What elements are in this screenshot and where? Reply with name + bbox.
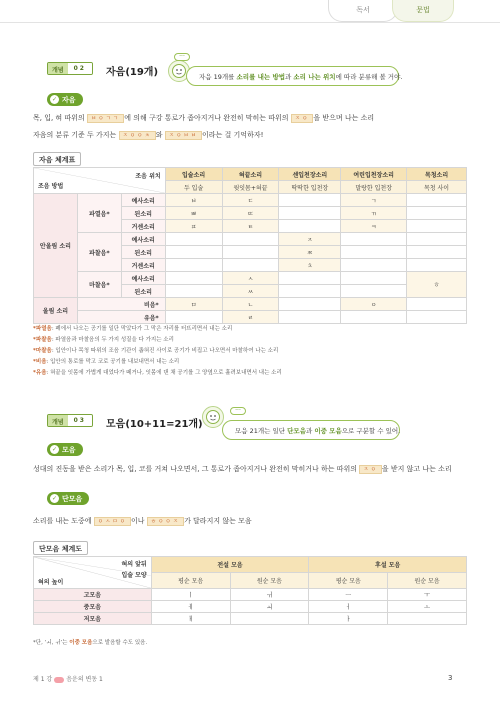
table-cell: ㅆ bbox=[222, 285, 279, 298]
group-label: 울림 소리 bbox=[34, 298, 78, 324]
footnote bbox=[33, 638, 147, 646]
table-cell bbox=[407, 194, 467, 207]
blank-box[interactable]: ㅇㅅㅁㅇ bbox=[94, 517, 131, 526]
col-header: 센입천장소리 bbox=[279, 168, 341, 181]
table-cell bbox=[388, 613, 467, 625]
table-cell: ㅔ bbox=[151, 601, 230, 613]
table-cell bbox=[222, 233, 279, 246]
table-cell: ㅉ bbox=[279, 246, 341, 259]
concept-number: 02 bbox=[68, 63, 92, 74]
kind-label: 예사소리 bbox=[121, 194, 165, 207]
check-icon: ✓ bbox=[51, 96, 58, 103]
table-cell bbox=[407, 311, 467, 324]
footnote-text: 으로 발음할 수도 있음. bbox=[92, 640, 148, 646]
blank-box[interactable]: ㅈㅇ bbox=[359, 465, 382, 474]
footnote-term: *파찰음 bbox=[33, 337, 52, 343]
footnote-term: 이중 모음 bbox=[69, 640, 93, 646]
table-cell: ㅡ bbox=[309, 589, 388, 601]
kind-label: 예사소리 bbox=[121, 233, 165, 246]
table-cell bbox=[341, 259, 407, 272]
footer-chapter: 제 1 강 bbox=[33, 676, 53, 683]
section-title-consonant: 자음(19개) bbox=[106, 67, 159, 78]
table-cell bbox=[165, 285, 222, 298]
table-cell: ㅁ bbox=[165, 298, 222, 311]
blank-box[interactable]: ㅈㅇㅇㅊ bbox=[119, 131, 156, 140]
table-cell bbox=[279, 311, 341, 324]
col-subheader: 목청 사이 bbox=[407, 181, 467, 194]
consonant-table bbox=[33, 167, 467, 324]
bubble-text: 과 bbox=[306, 427, 315, 435]
bubble-text: 자음 19개를 bbox=[199, 73, 237, 81]
table-cell bbox=[279, 285, 341, 298]
table-cell bbox=[341, 233, 407, 246]
footnote-text: : 혀끝을 잇몸에 가볍게 대었다가 떼거나, 잇몸에 댄 채 공기를 그 양옆으로 흘려보내면서 내는 소리 bbox=[46, 370, 282, 376]
table-cell: ㄸ bbox=[222, 207, 279, 220]
bubble-text: 모음 21개는 일단 bbox=[235, 427, 288, 435]
footnote bbox=[33, 357, 179, 365]
table-cell bbox=[165, 272, 222, 285]
manner-label: 파찰음* bbox=[77, 233, 121, 272]
header-front-back: 혀의 앞뒤 bbox=[121, 561, 147, 568]
text: 이라는 걸 기억하자! bbox=[202, 131, 264, 139]
pill-consonant bbox=[47, 93, 83, 106]
col-subheader: 말랑한 입천장 bbox=[341, 181, 407, 194]
text: 을 받지 않고 나는 소리 bbox=[381, 465, 452, 473]
table-cell: ㅎ bbox=[407, 272, 467, 298]
concept-tag bbox=[47, 414, 93, 427]
col-header: 후설 모음 bbox=[309, 557, 467, 573]
speech-dots-icon: ··· bbox=[230, 407, 246, 415]
page-number: 3 bbox=[448, 674, 453, 682]
footnote-text: : 폐에서 나오는 공기를 일단 막았다가 그 막은 자리를 터뜨리면서 내는 소리 bbox=[51, 326, 233, 332]
bubble-highlight: 이중 모음 bbox=[314, 427, 342, 435]
text: 자음의 분류 기준 두 가지는 bbox=[33, 131, 119, 139]
footnote-text: *단, ‘ㅚ, ㅟ’는 bbox=[33, 640, 70, 646]
table-cell bbox=[279, 272, 341, 285]
row-header: 저모음 bbox=[34, 613, 152, 625]
vowel-table bbox=[33, 556, 467, 625]
footnote-term: *파열음 bbox=[33, 326, 52, 332]
table-cell bbox=[279, 207, 341, 220]
text: 을 받으며 나는 소리 bbox=[313, 114, 375, 122]
blank-box[interactable]: ㅂㅇㄱㄱ bbox=[87, 114, 124, 123]
table-cell bbox=[341, 272, 407, 285]
blank-box[interactable]: ㅈㅇ bbox=[291, 114, 314, 123]
footnote-term: *비음 bbox=[33, 359, 47, 365]
table-cell: ㄷ bbox=[222, 194, 279, 207]
table-title-consonant: 자음 체계표 bbox=[33, 152, 81, 166]
col-subheader: 평순 모음 bbox=[309, 573, 388, 589]
definition-line bbox=[33, 130, 263, 140]
footnote bbox=[33, 346, 278, 354]
text: 와 bbox=[155, 131, 165, 139]
check-icon: ✓ bbox=[51, 495, 58, 502]
col-subheader: 원순 모음 bbox=[230, 573, 309, 589]
table-cell: ㄲ bbox=[341, 207, 407, 220]
footnote-text: : 파열음과 마찰음의 두 가지 성질을 다 가지는 소리 bbox=[51, 337, 174, 343]
table-cell: ㅍ bbox=[165, 220, 222, 233]
concept-label: 개념 bbox=[48, 63, 68, 74]
col-subheader: 윗잇몸+혀끝 bbox=[222, 181, 279, 194]
table-cell: ㅚ bbox=[230, 601, 309, 613]
text: 에 의해 구강 통로가 좁아지거나 완전히 막히는 따위의 bbox=[124, 114, 291, 122]
table-cell bbox=[407, 207, 467, 220]
tab-reading[interactable]: 독서 bbox=[328, 0, 398, 22]
kind-label: 된소리 bbox=[121, 207, 165, 220]
group-label: 안울림 소리 bbox=[34, 194, 78, 298]
table-cell: ㅜ bbox=[388, 589, 467, 601]
bubble-text: 으로 구분할 수 있어. bbox=[341, 427, 401, 435]
table-cell bbox=[165, 259, 222, 272]
pill-label: 단모음 bbox=[62, 494, 83, 503]
speech-dots-icon: ··· bbox=[174, 53, 190, 61]
bubble-highlight: 단모음 bbox=[287, 427, 306, 435]
table-cell bbox=[407, 259, 467, 272]
bubble-text: 에 따라 분류해 볼 거야. bbox=[335, 73, 403, 81]
table-cell bbox=[407, 298, 467, 311]
top-divider bbox=[0, 22, 500, 23]
pill-label: 자음 bbox=[62, 95, 76, 104]
table-cell bbox=[407, 220, 467, 233]
badge-icon bbox=[54, 677, 64, 683]
definition-line bbox=[33, 113, 374, 123]
table-cell bbox=[165, 246, 222, 259]
pill-monophthong bbox=[47, 492, 89, 505]
table-cell: ㅣ bbox=[151, 589, 230, 601]
manner-label: 비음* bbox=[77, 298, 165, 311]
footnote-text: : 입안의 통로를 막고 코로 공기를 내보내면서 내는 소리 bbox=[46, 359, 180, 365]
footer-title: 음운의 변동 1 bbox=[66, 676, 103, 683]
header-place: 조음 위치 bbox=[135, 173, 161, 180]
table-cell bbox=[222, 259, 279, 272]
header-manner: 조음 방법 bbox=[38, 183, 64, 190]
table-cell bbox=[279, 298, 341, 311]
header-height: 혀의 높이 bbox=[38, 579, 64, 586]
table-cell: ㅌ bbox=[222, 220, 279, 233]
table-cell: ㅇ bbox=[341, 298, 407, 311]
table-cell bbox=[407, 246, 467, 259]
blank-box[interactable]: ㅎㅇㅇㅈ bbox=[147, 517, 184, 526]
table-cell bbox=[279, 220, 341, 233]
mascot-icon bbox=[202, 406, 224, 428]
definition-line bbox=[33, 516, 252, 526]
text: 성대의 진동을 받은 소리가 목, 입, 코를 거쳐 나오면서, 그 통로가 좁아지거나 완전히 막히거나 하는 따위의 bbox=[33, 465, 360, 473]
col-header: 혀끝소리 bbox=[222, 168, 279, 181]
table-title-vowel: 단모음 체계도 bbox=[33, 541, 88, 555]
text: 목, 입, 혀 따위의 bbox=[33, 114, 87, 122]
table-cell: ㅟ bbox=[230, 589, 309, 601]
col-header: 여린입천장소리 bbox=[341, 168, 407, 181]
col-subheader: 두 입술 bbox=[165, 181, 222, 194]
tab-grammar[interactable]: 문법 bbox=[392, 0, 454, 22]
section-title-vowel: 모음(10+11=21개) bbox=[106, 419, 203, 430]
manner-label: 유음* bbox=[77, 311, 165, 324]
footnote bbox=[33, 368, 282, 376]
footer bbox=[33, 674, 103, 683]
table-cell: ㄴ bbox=[222, 298, 279, 311]
kind-label: 거센소리 bbox=[121, 220, 165, 233]
table-cell: ㅋ bbox=[341, 220, 407, 233]
check-icon: ✓ bbox=[51, 446, 58, 453]
table-cell: ㅊ bbox=[279, 259, 341, 272]
table-cell: ㅗ bbox=[388, 601, 467, 613]
footnote bbox=[33, 324, 232, 332]
table-cell bbox=[341, 311, 407, 324]
footnote-text: : 입안이나 목청 따위의 조음 기관이 좁혀진 사이로 공기가 비집고 나오면서 마찰하여 나는 소리 bbox=[51, 348, 279, 354]
bubble-text: 과 bbox=[285, 73, 294, 81]
table-cell: ㅃ bbox=[165, 207, 222, 220]
diagonal-header bbox=[34, 557, 152, 589]
manner-label: 파열음* bbox=[77, 194, 121, 233]
tip-bubble bbox=[186, 66, 403, 86]
kind-label: 거센소리 bbox=[121, 259, 165, 272]
concept-tag bbox=[47, 62, 93, 75]
header-lip-shape: 입술 모양 bbox=[121, 572, 147, 579]
table-cell: ㅐ bbox=[151, 613, 230, 625]
manner-label: 마찰음* bbox=[77, 272, 121, 298]
row-header: 중모음 bbox=[34, 601, 152, 613]
col-subheader: 딱딱한 입천장 bbox=[279, 181, 341, 194]
table-cell: ㅅ bbox=[222, 272, 279, 285]
footnote-term: *마찰음 bbox=[33, 348, 52, 354]
table-cell: ㄹ bbox=[222, 311, 279, 324]
text: 이나 bbox=[131, 517, 147, 525]
table-cell bbox=[341, 246, 407, 259]
footnote bbox=[33, 335, 174, 343]
text: 가 달라지지 않는 모음 bbox=[184, 517, 252, 525]
table-cell bbox=[230, 613, 309, 625]
tip-bubble bbox=[222, 420, 400, 440]
table-cell bbox=[341, 285, 407, 298]
kind-label: 된소리 bbox=[121, 285, 165, 298]
col-subheader: 평순 모음 bbox=[151, 573, 230, 589]
kind-label: 예사소리 bbox=[121, 272, 165, 285]
col-header: 입술소리 bbox=[165, 168, 222, 181]
pill-vowel bbox=[47, 443, 83, 456]
concept-number: 03 bbox=[68, 415, 92, 426]
footnote-term: *유음 bbox=[33, 370, 47, 376]
table-cell: ㅏ bbox=[309, 613, 388, 625]
pill-label: 모음 bbox=[62, 445, 76, 454]
table-cell: ㄱ bbox=[341, 194, 407, 207]
table-cell: ㅂ bbox=[165, 194, 222, 207]
table-cell: ㅈ bbox=[279, 233, 341, 246]
table-cell: ㅓ bbox=[309, 601, 388, 613]
table-cell bbox=[407, 233, 467, 246]
bubble-highlight: 소리를 내는 방법 bbox=[236, 73, 286, 81]
col-header: 전설 모음 bbox=[151, 557, 309, 573]
concept-label: 개념 bbox=[48, 415, 68, 426]
col-subheader: 원순 모음 bbox=[388, 573, 467, 589]
text: 소리를 내는 도중에 bbox=[33, 517, 94, 525]
table-cell bbox=[165, 233, 222, 246]
table-cell bbox=[222, 246, 279, 259]
diagonal-header bbox=[34, 168, 166, 194]
row-header: 고모음 bbox=[34, 589, 152, 601]
col-header: 목청소리 bbox=[407, 168, 467, 181]
bubble-highlight: 소리 나는 위치 bbox=[293, 73, 336, 81]
blank-box[interactable]: ㅈㅇㅂㅂ bbox=[165, 131, 202, 140]
definition-line bbox=[33, 464, 452, 474]
kind-label: 된소리 bbox=[121, 246, 165, 259]
table-cell bbox=[279, 194, 341, 207]
table-cell bbox=[165, 311, 222, 324]
